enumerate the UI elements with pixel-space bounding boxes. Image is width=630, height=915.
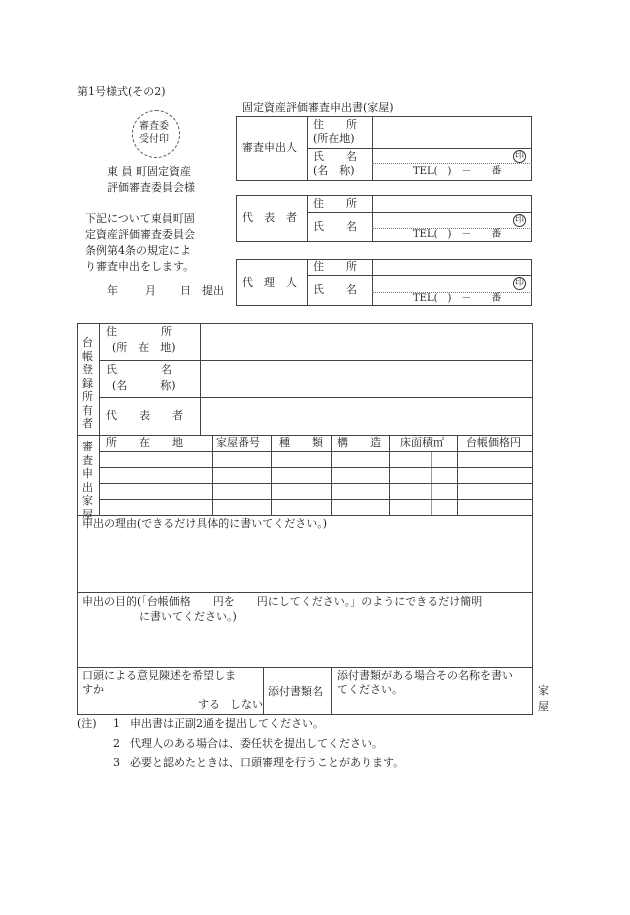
applicant-seal-icon: 印 — [514, 151, 524, 161]
oral-option-do[interactable]: する — [198, 698, 220, 711]
house-vertical-label: 審査申出家屋 — [82, 440, 93, 521]
house-header-floor-area: 床面積㎡ — [400, 436, 444, 449]
applicant-address-field[interactable] — [372, 116, 532, 148]
purpose-line2: に書いてください。) — [139, 610, 237, 623]
note-3-text: 必要と認めたときは、口頭審理を行うことがあります。 — [130, 756, 405, 769]
reason-label: 申出の理由(できるだけ具体的に書いてください。) — [82, 517, 328, 530]
house-header-ledger-price: 台帳価格円 — [466, 436, 521, 449]
owner-address-label: 住 所 — [106, 325, 172, 338]
form-number: 第1号様式(その2) — [77, 85, 166, 98]
form-title: 固定資産評価審査申出書(家屋) — [242, 101, 394, 114]
applicant-tel[interactable]: TEL( ) － 番 — [413, 166, 502, 177]
owner-name-field[interactable] — [201, 361, 532, 397]
applicant-address-label: 住 所 — [313, 118, 357, 131]
stamp-line1: 審査委 — [139, 121, 169, 132]
representative-label: 代 表 者 — [242, 211, 297, 224]
oral-question-line1: 口頭による意見陳述を希望しま — [82, 669, 236, 682]
intro-line1: 下記について東員町固 — [85, 212, 195, 225]
owner-name-label: 氏 名 — [106, 363, 172, 376]
representative-address-label: 住 所 — [313, 197, 357, 210]
house-header-structure: 構 造 — [337, 436, 381, 449]
note-2-text: 代理人のある場合は、委任状を提出してください。 — [130, 737, 383, 750]
date-submit: 提出 — [202, 284, 224, 297]
attach-label: 添付書類名 — [268, 685, 323, 698]
owner-name-sub: (名 称) — [112, 379, 176, 392]
date-year: 年 — [107, 284, 118, 297]
attach-note-line1: 添付書類がある場合その名称を書い — [337, 669, 513, 682]
addressee-line2: 評価審査委員会様 — [107, 181, 195, 194]
house-header-location: 所 在 地 — [106, 436, 183, 449]
applicant-name-sub: (名 称) — [313, 164, 355, 177]
owner-rep-field[interactable] — [201, 398, 532, 435]
side-char-1: 家 — [538, 684, 549, 697]
date-day: 日 — [180, 284, 191, 297]
agent-seal-icon: 印 — [514, 278, 524, 288]
agent-address-label: 住 所 — [313, 260, 357, 273]
representative-name-label: 氏 名 — [313, 220, 357, 233]
applicant-label: 審査申出人 — [242, 141, 297, 154]
applicant-address-sub: (所在地) — [313, 132, 355, 145]
representative-seal-icon: 印 — [514, 215, 524, 225]
owner-address-field[interactable] — [201, 324, 532, 360]
owner-rep-label: 代 表 者 — [106, 409, 183, 422]
owner-vertical-label: 台帳登録所有者 — [82, 336, 93, 430]
intro-line4: り審査申出をします。 — [85, 260, 195, 273]
oral-question-line2: すか — [82, 683, 104, 696]
stamp-line2: 受付印 — [139, 134, 169, 145]
date-month: 月 — [145, 284, 156, 297]
attach-note-line2: てください。 — [337, 683, 403, 696]
purpose-field[interactable] — [78, 628, 532, 666]
note-3-number: 3 — [113, 756, 120, 769]
house-header-number: 家屋番号 — [216, 436, 260, 449]
oral-option-not[interactable]: しない — [230, 698, 263, 711]
representative-tel[interactable]: TEL( ) － 番 — [413, 229, 502, 240]
reason-field[interactable] — [78, 534, 532, 591]
applicant-name-label: 氏 名 — [313, 150, 357, 163]
addressee-line1: 東 員 町固定資産 — [107, 165, 191, 178]
note-1-number: 1 — [113, 717, 120, 730]
notes-prefix: (注) — [77, 717, 97, 730]
owner-address-sub: (所 在 地) — [112, 341, 176, 354]
attach-field[interactable] — [332, 699, 532, 714]
intro-line2: 定資産評価審査委員会 — [85, 228, 195, 241]
agent-tel[interactable]: TEL( ) － 番 — [413, 293, 502, 304]
purpose-line1: 申出の目的(「台帳価格 円を 円にしてください。」のようにできるだけ簡明 — [82, 595, 483, 608]
note-1-text: 申出書は正副2通を提出してください。 — [130, 717, 324, 730]
side-char-2: 屋 — [538, 700, 549, 713]
intro-line3: 条例第4条の規定によ — [85, 244, 191, 257]
note-2-number: 2 — [113, 737, 120, 750]
agent-label: 代 理 人 — [242, 276, 297, 289]
agent-name-label: 氏 名 — [313, 283, 357, 296]
house-header-type: 種 類 — [279, 436, 323, 449]
